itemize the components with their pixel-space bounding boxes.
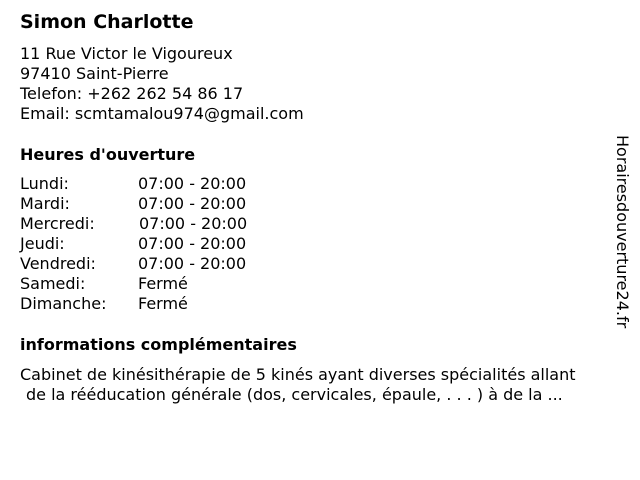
time-value: 07:00 - 20:00 bbox=[138, 194, 247, 213]
day-label: Jeudi: bbox=[20, 234, 65, 253]
day-label: Dimanche: bbox=[20, 294, 107, 313]
day-label: Mercredi: bbox=[20, 214, 95, 233]
opening-hours-heading: Heures d'ouverture bbox=[20, 145, 196, 164]
address-street: 11 Rue Victor le Vigoureux bbox=[20, 44, 233, 63]
time-value: Fermé bbox=[138, 274, 188, 293]
time-value: 07:00 - 20:00 bbox=[138, 254, 247, 273]
day-label: Vendredi: bbox=[20, 254, 96, 273]
hours-row-wednesday bbox=[20, 214, 300, 234]
day-label: Samedi: bbox=[20, 274, 86, 293]
hours-row-monday bbox=[20, 174, 300, 194]
email-address: Email: scmtamalou974@gmail.com bbox=[20, 104, 304, 123]
business-name: Simon Charlotte bbox=[20, 11, 194, 33]
hours-row-thursday bbox=[20, 234, 300, 254]
hours-row-tuesday bbox=[20, 194, 300, 214]
additional-info-heading: informations complémentaires bbox=[20, 335, 297, 354]
hours-row-friday bbox=[20, 254, 300, 274]
info-line: Cabinet de kinésithérapie de 5 kinés ayant diverses spécialités allant bbox=[20, 365, 576, 384]
day-label: Mardi: bbox=[20, 194, 70, 213]
contact-block bbox=[20, 44, 304, 124]
address-city: 97410 Saint-Pierre bbox=[20, 64, 169, 83]
day-label: Lundi: bbox=[20, 174, 69, 193]
phone-number: Telefon: +262 262 54 86 17 bbox=[20, 84, 244, 103]
hours-row-sunday bbox=[20, 294, 300, 314]
opening-hours-table bbox=[20, 174, 300, 314]
time-value: 07:00 - 20:00 bbox=[139, 214, 248, 233]
time-value: Fermé bbox=[138, 294, 188, 313]
time-value: 07:00 - 20:00 bbox=[138, 174, 247, 193]
time-value: 07:00 - 20:00 bbox=[138, 234, 247, 253]
hours-row-saturday bbox=[20, 274, 300, 294]
site-watermark bbox=[612, 135, 632, 375]
watermark-text: Horairesdouverture24.fr bbox=[613, 135, 632, 329]
additional-info-text bbox=[20, 365, 620, 405]
info-line: de la rééducation générale (dos, cervicales, épaule, . . . ) à de la ... bbox=[26, 385, 563, 404]
